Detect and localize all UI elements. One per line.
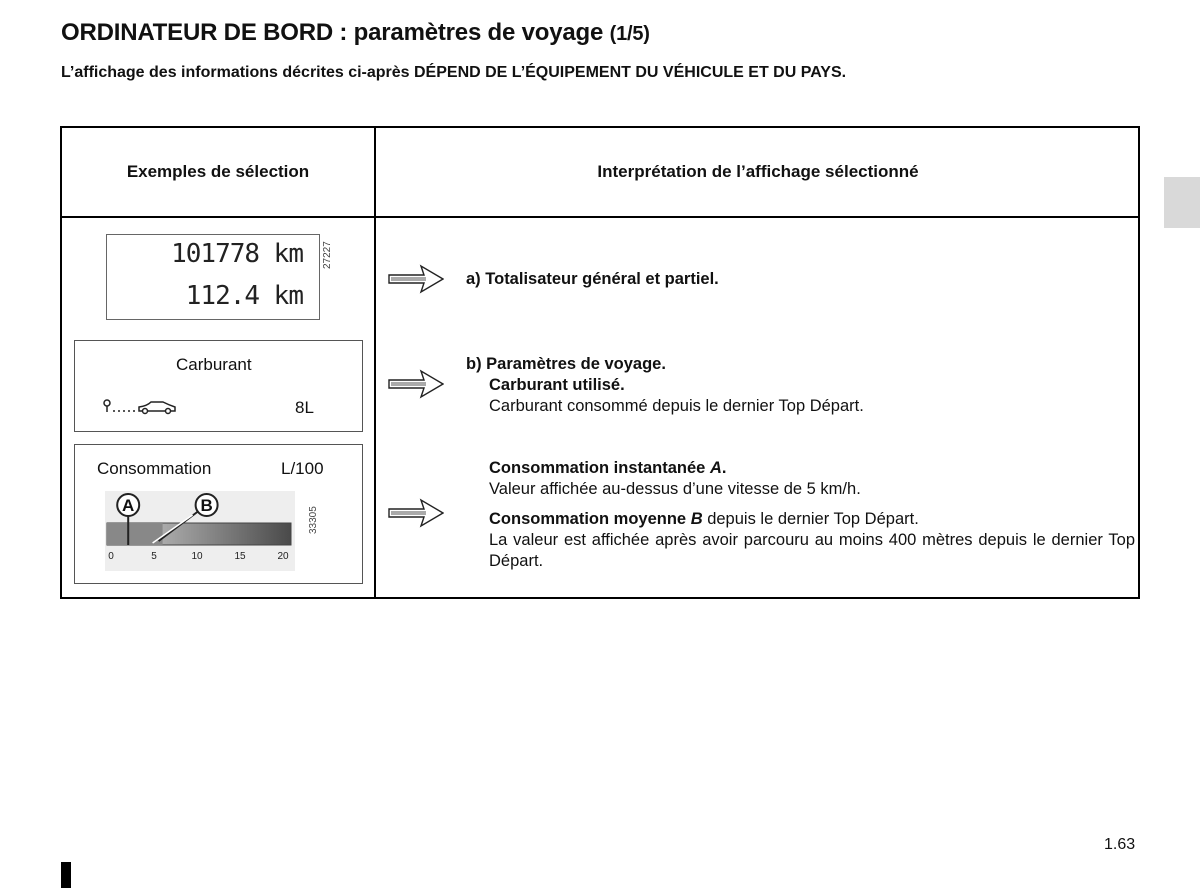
consumption-ref-code: 33305 <box>308 506 319 534</box>
section-tab-marker <box>1164 177 1200 228</box>
gauge-tick-label: 15 <box>234 551 246 562</box>
row-b-description: Carburant consommé depuis le dernier Top Départ. <box>489 397 864 415</box>
row-d-title-text: Consommation moyenne <box>489 510 691 528</box>
consumption-label: Consommation <box>97 459 212 478</box>
gauge-tick-label: 20 <box>277 551 289 562</box>
arrow-icon-c <box>388 498 444 528</box>
fuel-label: Carburant <box>176 355 252 374</box>
row-b-title: b) Paramètres de voyage. <box>466 355 666 373</box>
row-d-title-end: depuis le dernier Top Départ. <box>702 510 919 528</box>
corner-crop-mark <box>61 862 71 888</box>
trip-parameters-table <box>60 126 1140 599</box>
row-c-title-text: Consommation instantanée <box>489 459 710 477</box>
consumption-gauge <box>101 491 301 571</box>
page-number: 1.63 <box>1104 836 1136 853</box>
equipment-notice: L’affichage des informations décrites ci-après DÉPEND DE L’ÉQUIPEMENT DU VÉHICULE ET DU PAYS. <box>61 64 847 81</box>
row-c-title-end: . <box>721 459 727 477</box>
odometer-total: 101778 km <box>171 239 303 269</box>
consumption-unit: L/100 <box>281 459 324 478</box>
odometer-display <box>106 234 320 320</box>
column-header-interpretation: Interprétation de l’affichage sélectionné <box>597 162 919 181</box>
row-c-description: Valeur affichée au-dessus d’une vitesse de 5 km/h. <box>489 480 861 498</box>
trip-car-icon <box>103 397 179 415</box>
page-title-text: ORDINATEUR DE BORD : paramètres de voyage <box>61 19 604 46</box>
gauge-tick-label: 5 <box>151 551 157 562</box>
gauge-tick-label: 0 <box>108 551 114 562</box>
arrow-icon-a <box>388 264 444 294</box>
marker-a-label: A <box>122 496 135 515</box>
row-d-title <box>489 509 919 530</box>
row-d-description: La valeur est affichée après avoir parcouru au moins 400 mètres depuis le dernier Top Départ. <box>489 531 1135 570</box>
header-divider <box>62 216 1138 218</box>
row-d-title-var: B <box>690 510 703 528</box>
consumption-display <box>74 444 363 584</box>
row-c-title-var: A <box>709 459 722 477</box>
page-title-part: (1/5) <box>609 23 650 45</box>
row-b-subtitle: Carburant utilisé. <box>489 376 625 394</box>
row-c-title <box>489 458 726 479</box>
arrow-icon-b <box>388 369 444 399</box>
column-header-examples: Exemples de sélection <box>126 162 310 181</box>
gauge-tick-label: 10 <box>191 551 203 562</box>
odometer-partial: 112.4 km <box>185 281 303 311</box>
odometer-ref-code: 27227 <box>322 241 333 269</box>
fuel-value: 8L <box>295 398 314 417</box>
row-a-title: a) Totalisateur général et partiel. <box>466 270 719 288</box>
marker-b-label: B <box>200 496 213 515</box>
fuel-used-display <box>74 340 363 432</box>
page-title <box>61 19 650 47</box>
